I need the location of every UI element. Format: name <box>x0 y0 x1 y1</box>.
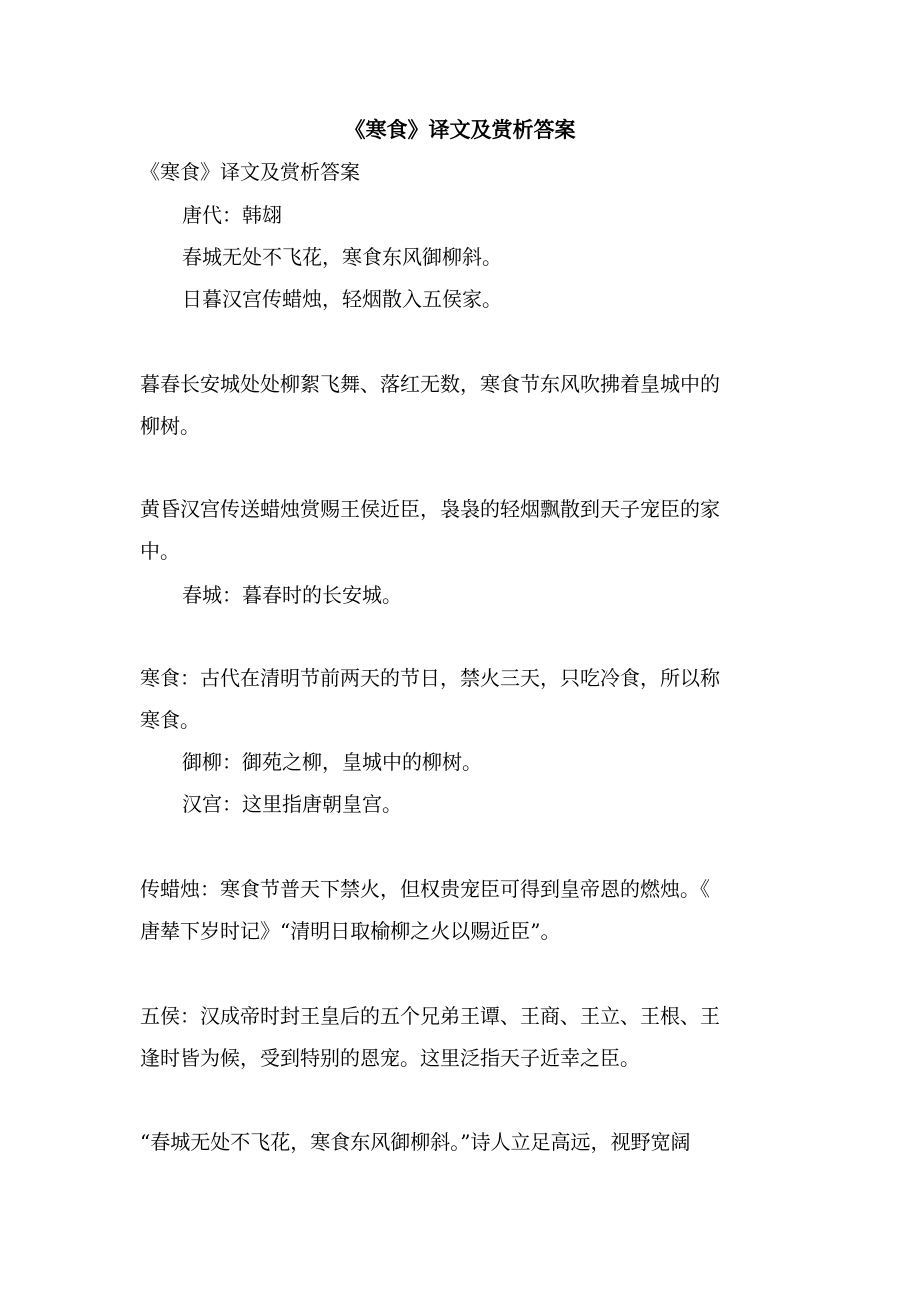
text-line: 暮春长安城处处柳絮飞舞、落红无数，寒食节东风吹拂着皇城中的 <box>140 372 720 396</box>
analysis-paragraph <box>140 1121 775 1163</box>
poem-line: 春城无处不飞花，寒食东风御柳斜。 <box>182 245 502 269</box>
document-subtitle: 《寒食》译文及赏析答案 <box>140 160 360 184</box>
translation-paragraph <box>140 363 775 447</box>
text-line: 中。 <box>140 539 180 563</box>
note-chuncheng: 春城：暮春时的长安城。 <box>182 583 402 607</box>
text-line: 寒食。 <box>140 708 200 732</box>
note-chuanlazhu <box>140 868 775 952</box>
note-yuliu: 御柳：御苑之柳，皇城中的柳树。 <box>182 750 482 774</box>
text-line: 黄昏汉宫传送蜡烛赏赐王侯近臣，袅袅的轻烟飘散到天子宠臣的家 <box>140 497 720 521</box>
text-line: 唐辇下岁时记》“清明日取榆柳之火以赐近臣”。 <box>140 919 561 943</box>
text-line: 五侯：汉成帝时封王皇后的五个兄弟王谭、王商、王立、王根、王 <box>140 1004 720 1028</box>
translation-paragraph <box>140 488 775 572</box>
text-line: 寒食：古代在清明节前两天的节日，禁火三天，只吃冷食，所以称 <box>140 666 720 690</box>
note-hanshi <box>140 657 775 741</box>
note-wuhou <box>140 995 775 1079</box>
text-line: 逢时皆为候，受到特别的恩宠。这里泛指天子近幸之臣。 <box>140 1046 640 1070</box>
text-line: 柳树。 <box>140 414 200 438</box>
note-hangong: 汉宫：这里指唐朝皇宫。 <box>182 792 402 816</box>
author-line: 唐代：韩翃 <box>182 203 282 227</box>
document-title: 《寒食》译文及赏析答案 <box>344 117 576 142</box>
text-line: “春城无处不飞花，寒食东风御柳斜。”诗人立足高远，视野宽阔 <box>140 1130 691 1154</box>
poem-line: 日暮汉宫传蜡烛，轻烟散入五侯家。 <box>182 287 502 311</box>
text-line: 传蜡烛：寒食节普天下禁火，但权贵宠臣可得到皇帝恩的燃烛。《 <box>140 877 710 901</box>
